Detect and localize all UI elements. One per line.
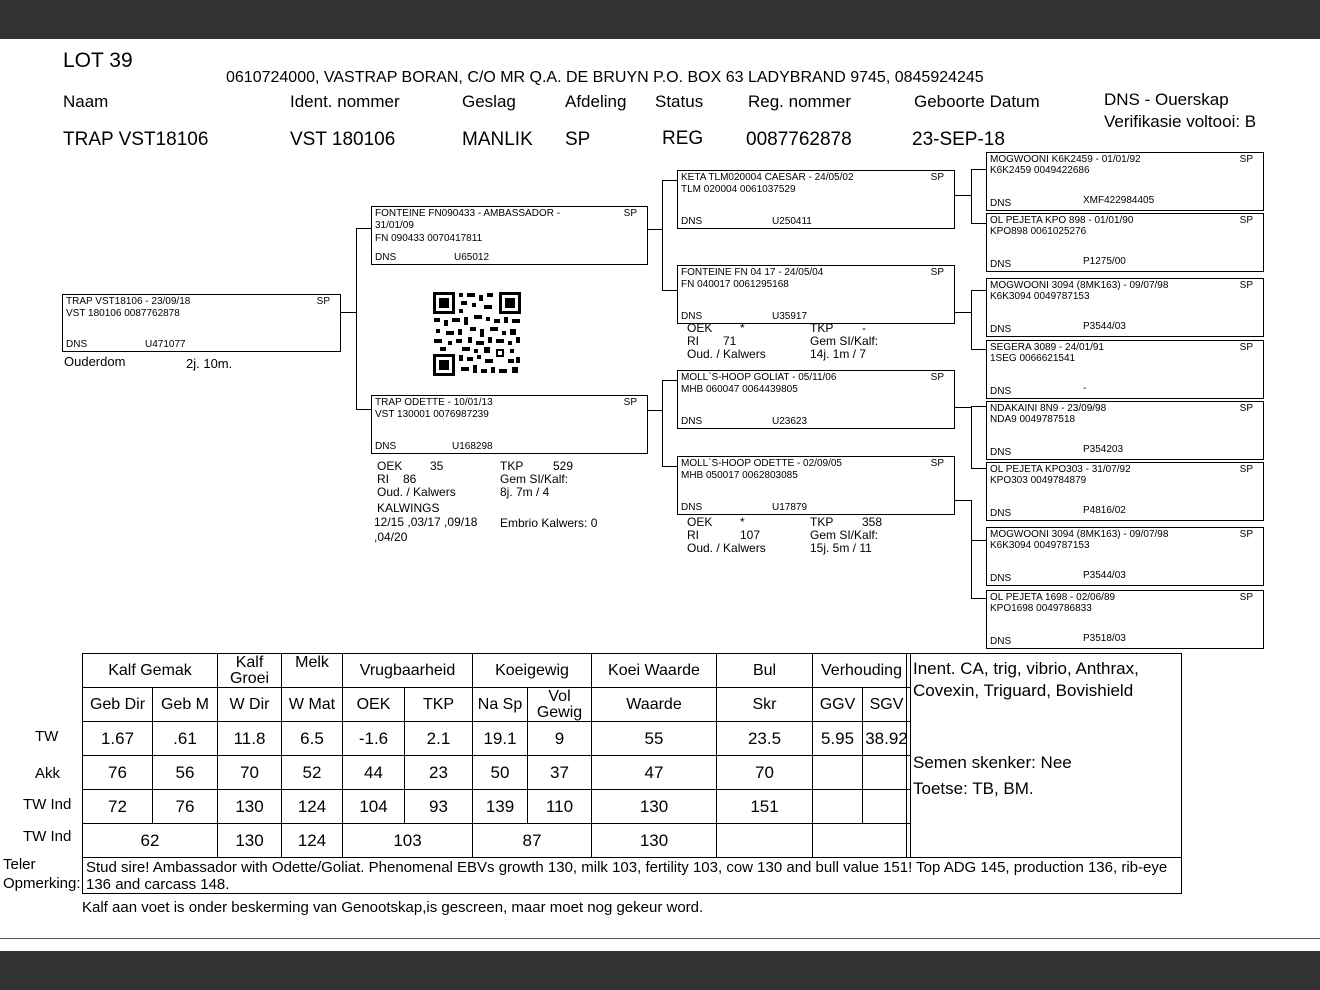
gp-sp: SP (930, 372, 944, 383)
gp-box-1 (677, 170, 955, 229)
gp2-oek-label: OEK (687, 321, 713, 335)
header-afdeling: Afdeling (565, 92, 627, 111)
gp4-ri-label: RI (687, 528, 699, 542)
ggp-dns: DNS (990, 386, 1012, 397)
ggp-ident: K6K3094 0049787153 (990, 291, 1090, 302)
ggp-dns: DNS (990, 259, 1012, 270)
sub-header: TKP (405, 688, 473, 722)
ggp-title: MOGWOONI 3094 (8MK163) - 09/07/98 (990, 280, 1169, 291)
ggp-dns: DNS (990, 573, 1012, 584)
sub-header: Waarde (592, 688, 717, 722)
sub-header: GGV (813, 688, 863, 722)
ggp-box-3 (986, 278, 1264, 337)
connector (647, 410, 663, 411)
row-label-tw: TW (35, 728, 59, 745)
cell-akk: 47 (592, 756, 717, 790)
remark-label-teler: Teler (3, 856, 36, 873)
sub-header: W Mat (282, 688, 343, 722)
table-row (83, 790, 911, 824)
cell-twind-2: 87 (473, 824, 592, 858)
cell-twind: 110 (528, 790, 592, 824)
cell-akk: 50 (473, 756, 528, 790)
cell-twind: 139 (473, 790, 528, 824)
remark-text: Stud sire! Ambassador with Odette/Goliat. Phenomenal EBVs growth 130, milk 103, fertility 103, cow 130 and bull value 151! Top ADG 145, production 136, rib-eye 136 and carcass 148. (82, 857, 1182, 894)
cell-tw: 6.5 (282, 722, 343, 756)
cell-tw: -1.6 (343, 722, 405, 756)
dam-oek-label: OEK (377, 459, 403, 473)
dam-dns: DNS (375, 441, 397, 452)
sub-header: OEK (343, 688, 405, 722)
gp4-tkp: 358 (862, 515, 883, 529)
ggp-title: OL PEJETA KPO303 - 31/07/92 (990, 464, 1131, 475)
group-verhouding: Verhouding (813, 654, 911, 688)
header-status: Status (655, 92, 704, 111)
bottom-bar (0, 951, 1320, 990)
group-koei-waarde: Koei Waarde (592, 654, 717, 688)
sub-header: W Dir (218, 688, 282, 722)
connector (356, 409, 372, 410)
cell-tw: 2.1 (405, 722, 473, 756)
header-reg: Reg. nommer (748, 92, 851, 111)
dam-oek: 35 (430, 459, 444, 473)
gp-box-4 (677, 456, 955, 515)
group-vrugbaarheid: Vrugbaarheid (343, 654, 473, 688)
age-value: 2j. 10m. (186, 356, 233, 371)
dam-gem-label: Gem SI/Kalf: (500, 472, 569, 486)
gp2-tkp-label: TKP (810, 321, 834, 335)
ggp-ident: K6K3094 0049787153 (990, 540, 1090, 551)
ggp-ref: P3544/03 (1083, 570, 1126, 581)
group-kalf-gemak: Kalf Gemak (83, 654, 218, 688)
group-melk: Melk (282, 654, 343, 688)
group-kalf-groei: Kalf Groei (218, 654, 282, 688)
cell-tw: 55 (592, 722, 717, 756)
ggp-title: SEGERA 3089 - 24/01/91 (990, 342, 1104, 353)
value-geslag: MANLIK (462, 129, 533, 150)
gp-box-2 (677, 265, 955, 324)
cell-akk: 70 (717, 756, 813, 790)
ggp-title: OL PEJETA 1698 - 02/06/89 (990, 592, 1116, 603)
cell-twind-2 (813, 824, 911, 858)
header-geslag: Geslag (462, 92, 516, 111)
cell-akk: 70 (218, 756, 282, 790)
connector (356, 228, 357, 410)
gp-box-3 (677, 370, 955, 429)
cell-twind (863, 790, 911, 824)
sub-header: Vol Gewig (528, 688, 592, 722)
cell-twind: 151 (717, 790, 813, 824)
gp-title: MOLL`S-HOOP ODETTE - 02/09/05 (681, 458, 842, 469)
animal-title: TRAP VST18106 - 23/09/18 (66, 296, 191, 307)
age-label: Ouderdom (64, 354, 126, 369)
owner-line: 0610724000, VASTRAP BORAN, C/O MR Q.A. DE BRUYN P.O. BOX 63 LADYBRAND 9745, 0845924245 (226, 69, 984, 86)
gp4-ri: 107 (740, 528, 761, 542)
cell-tw: 23.5 (717, 722, 813, 756)
cell-tw: 9 (528, 722, 592, 756)
gp-ref: U23623 (772, 416, 808, 427)
gp4-gem-label: Gem SI/Kalf: (810, 528, 879, 542)
connector (971, 349, 987, 350)
gp2-oud-label: Oud. / Kalwers (687, 347, 766, 361)
ggp-sp: SP (1239, 280, 1253, 291)
gp-dns: DNS (681, 311, 703, 322)
animal-box (62, 294, 341, 352)
ggp-ident: NDA9 0049787518 (990, 414, 1076, 425)
gp-sp: SP (930, 267, 944, 278)
connector (971, 290, 987, 291)
ggp-ident: KPO898 0061025276 (990, 226, 1087, 237)
ggp-dns: DNS (990, 198, 1012, 209)
ggp-ref: XMF422984405 (1083, 195, 1155, 206)
ggp-ref: P4816/02 (1083, 505, 1126, 516)
cell-akk: 76 (83, 756, 153, 790)
dam-ref: U168298 (452, 441, 493, 452)
header-geboorte: Geboorte Datum (914, 92, 1040, 111)
connector (971, 500, 972, 599)
value-status: REG (662, 128, 704, 149)
dam-ident: VST 130001 0076987239 (375, 409, 489, 420)
animal-ident: VST 180106 0087762878 (66, 308, 180, 319)
ggp-box-1 (986, 152, 1264, 211)
cell-twind: 76 (153, 790, 218, 824)
value-naam: TRAP VST18106 (63, 129, 209, 150)
lot-number: LOT 39 (63, 49, 133, 72)
connector (662, 466, 678, 467)
ggp-sp: SP (1239, 529, 1253, 540)
ggp-ref: - (1083, 383, 1087, 394)
sire-sp: SP (623, 208, 637, 219)
gp4-oek-label: OEK (687, 515, 713, 529)
value-reg: 0087762878 (746, 129, 852, 150)
gp-ident: MHB 050017 0062803085 (681, 470, 798, 481)
animal-dns: DNS (66, 339, 88, 350)
dam-sp: SP (623, 397, 637, 408)
connector (971, 406, 987, 407)
inent-text: Inent. CA, trig, vibrio, Anthrax, Covexin, Triguard, Bovishield (913, 659, 1139, 700)
qr-code-icon (432, 291, 522, 377)
notes-panel (906, 653, 1182, 858)
gp-ident: FN 040017 0061295168 (681, 279, 789, 290)
connector (971, 406, 972, 469)
ggp-ident: KPO1698 0049786833 (990, 603, 1092, 614)
gp4-oud: 15j. 5m / 11 (810, 541, 872, 555)
cell-twind-2: 130 (592, 824, 717, 858)
ggp-box-8 (986, 590, 1264, 649)
gp-ident: MHB 060047 0064439805 (681, 384, 798, 395)
group-koeigewig: Koeigewig (473, 654, 592, 688)
gp2-oud: 14j. 1m / 7 (810, 347, 867, 361)
gp-dns: DNS (681, 416, 703, 427)
cell-twind: 93 (405, 790, 473, 824)
gp-dns: DNS (681, 216, 703, 227)
cell-akk: 37 (528, 756, 592, 790)
ggp-sp: SP (1239, 154, 1253, 165)
table-row (83, 688, 911, 722)
ggp-dns: DNS (990, 447, 1012, 458)
semen-text: Semen skenker: Nee (913, 753, 1072, 772)
dns-ouerskap: DNS - Ouerskap (1104, 90, 1229, 109)
cell-tw: 11.8 (218, 722, 282, 756)
sire-ref: U65012 (454, 252, 490, 263)
row-label-twind-2: TW Ind (23, 828, 72, 845)
ggp-box-4 (986, 340, 1264, 399)
connector (356, 228, 372, 229)
connector (971, 223, 987, 224)
connector (954, 407, 972, 408)
ggp-box-6 (986, 462, 1264, 521)
bottom-divider (0, 938, 1320, 939)
cell-twind-2 (717, 824, 813, 858)
ggp-sp: SP (1239, 215, 1253, 226)
table-row (83, 654, 911, 688)
cell-twind: 72 (83, 790, 153, 824)
cell-tw: 38.92 (863, 722, 911, 756)
row-label-twind: TW Ind (23, 796, 72, 813)
dam-oud-label: Oud. / Kalwers (377, 485, 456, 499)
header-naam: Naam (63, 92, 109, 111)
connector (954, 312, 972, 313)
table-row (83, 756, 911, 790)
ebv-table (82, 653, 911, 858)
cell-twind-2: 130 (218, 824, 282, 858)
gp2-tkp: - (862, 321, 866, 335)
cell-twind-2: 62 (83, 824, 218, 858)
toetse-text: Toetse: TB, BM. (913, 779, 1034, 798)
ggp-title: NDAKAINI 8N9 - 23/09/98 (990, 403, 1107, 414)
cell-tw: 5.95 (813, 722, 863, 756)
sub-header: SGV (863, 688, 911, 722)
gp-sp: SP (930, 172, 944, 183)
gp-dns: DNS (681, 502, 703, 513)
sub-header: Geb Dir (83, 688, 153, 722)
value-ident: VST 180106 (290, 129, 396, 150)
cell-twind: 130 (218, 790, 282, 824)
gp4-oud-label: Oud. / Kalwers (687, 541, 766, 555)
ggp-ref: P1275/00 (1083, 256, 1126, 267)
connector (662, 180, 678, 181)
value-geboorte: 23-SEP-18 (912, 129, 1005, 150)
connector (340, 312, 357, 313)
dam-kalwings-2: ,04/20 (374, 530, 408, 544)
connector (647, 229, 663, 230)
gp2-oek: * (740, 321, 745, 335)
cell-twind-2: 103 (343, 824, 473, 858)
cell-twind: 104 (343, 790, 405, 824)
sire-dns: DNS (375, 252, 397, 263)
connector (662, 380, 678, 381)
gp-title: MOLL`S-HOOP GOLIAT - 05/11/06 (681, 372, 837, 383)
dam-kalwings-label: KALWINGS (377, 501, 440, 515)
connector (971, 290, 972, 350)
ggp-ident: K6K2459 0049422686 (990, 165, 1090, 176)
gp-ref: U250411 (772, 216, 812, 227)
cell-akk: 56 (153, 756, 218, 790)
cell-twind (813, 790, 863, 824)
cell-twind-2: 124 (282, 824, 343, 858)
ggp-ref: P3544/03 (1083, 321, 1126, 332)
connector (954, 500, 972, 501)
ggp-title: MOGWOONI 3094 (8MK163) - 09/07/98 (990, 529, 1169, 540)
dam-embrio: Embrio Kalwers: 0 (500, 516, 598, 530)
ggp-ident: 1SEG 0066621541 (990, 353, 1076, 364)
gp4-tkp-label: TKP (810, 515, 834, 529)
gp-title: FONTEINE FN 04 17 - 24/05/04 (681, 267, 824, 278)
sire-ident: FN 090433 0070417811 (375, 233, 483, 244)
gp2-ri-label: RI (687, 334, 699, 348)
dam-oud: 8j. 7m / 4 (500, 485, 550, 499)
dam-title: TRAP ODETTE - 10/01/13 (375, 397, 493, 408)
gp2-ri: 71 (723, 334, 737, 348)
ggp-dns: DNS (990, 508, 1012, 519)
cell-tw: 1.67 (83, 722, 153, 756)
ggp-sp: SP (1239, 342, 1253, 353)
remark-label-opmerking: Opmerking: (3, 875, 81, 892)
connector (971, 169, 987, 170)
dam-tkp-label: TKP (500, 459, 524, 473)
animal-ref: U471077 (145, 339, 186, 350)
cell-akk (863, 756, 911, 790)
gp2-gem-label: Gem SI/Kalf: (810, 334, 879, 348)
cell-tw: 19.1 (473, 722, 528, 756)
connector (971, 169, 972, 224)
cell-twind: 130 (592, 790, 717, 824)
header-ident: Ident. nommer (290, 92, 400, 111)
ggp-dns: DNS (990, 324, 1012, 335)
ggp-dns: DNS (990, 636, 1012, 647)
row-label-akk: Akk (35, 765, 61, 782)
footer-note: Kalf aan voet is onder beskerming van Genootskap,is gescreen, maar moet nog gekeur word. (82, 899, 704, 916)
connector (662, 290, 678, 291)
value-afdeling: SP (565, 129, 591, 150)
cell-akk: 52 (282, 756, 343, 790)
ggp-ref: P354203 (1083, 444, 1124, 455)
animal-sp: SP (316, 296, 330, 307)
gp-ref: U17879 (772, 502, 808, 513)
dam-kalwings-1: 12/15 ,03/17 ,09/18 (374, 515, 478, 529)
gp-sp: SP (930, 458, 944, 469)
group-bul: Bul (717, 654, 813, 688)
gp-ident: TLM 020004 0061037529 (681, 184, 796, 195)
cell-tw: .61 (153, 722, 218, 756)
ggp-sp: SP (1239, 592, 1253, 603)
connector (662, 380, 663, 467)
ggp-box-7 (986, 527, 1264, 586)
ggp-box-5 (986, 401, 1264, 460)
top-bar (0, 0, 1320, 39)
cell-akk (813, 756, 863, 790)
ggp-box-2 (986, 213, 1264, 272)
connector (954, 195, 972, 196)
cell-akk: 23 (405, 756, 473, 790)
ggp-title: OL PEJETA KPO 898 - 01/01/90 (990, 215, 1134, 226)
dam-ri: 86 (403, 472, 417, 486)
dns-verifikasie: Verifikasie voltooi: B (1104, 112, 1257, 131)
ggp-title: MOGWOONI K6K2459 - 01/01/92 (990, 154, 1141, 165)
gp-title: KETA TLM020004 CAESAR - 24/05/02 (681, 172, 854, 183)
table-row (83, 722, 911, 756)
cell-akk: 44 (343, 756, 405, 790)
gp4-oek: * (740, 515, 745, 529)
connector (971, 540, 987, 541)
ggp-ident: KPO303 0049784879 (990, 475, 1087, 486)
sub-header: Geb M (153, 688, 218, 722)
dam-box (371, 395, 648, 454)
cell-twind: 124 (282, 790, 343, 824)
ggp-ref: P3518/03 (1083, 633, 1126, 644)
ggp-sp: SP (1239, 403, 1253, 414)
ggp-sp: SP (1239, 464, 1253, 475)
connector (971, 598, 987, 599)
dam-ri-label: RI (377, 472, 389, 486)
sub-header: Na Sp (473, 688, 528, 722)
sub-header: Skr (717, 688, 813, 722)
dam-tkp: 529 (553, 459, 574, 473)
table-row (83, 824, 911, 858)
sire-title: FONTEINE FN090433 - AMBASSADOR - 31/01/09 (375, 208, 561, 231)
sire-box (371, 206, 648, 265)
connector (662, 180, 663, 291)
gp-ref: U35917 (772, 311, 808, 322)
connector (971, 468, 987, 469)
